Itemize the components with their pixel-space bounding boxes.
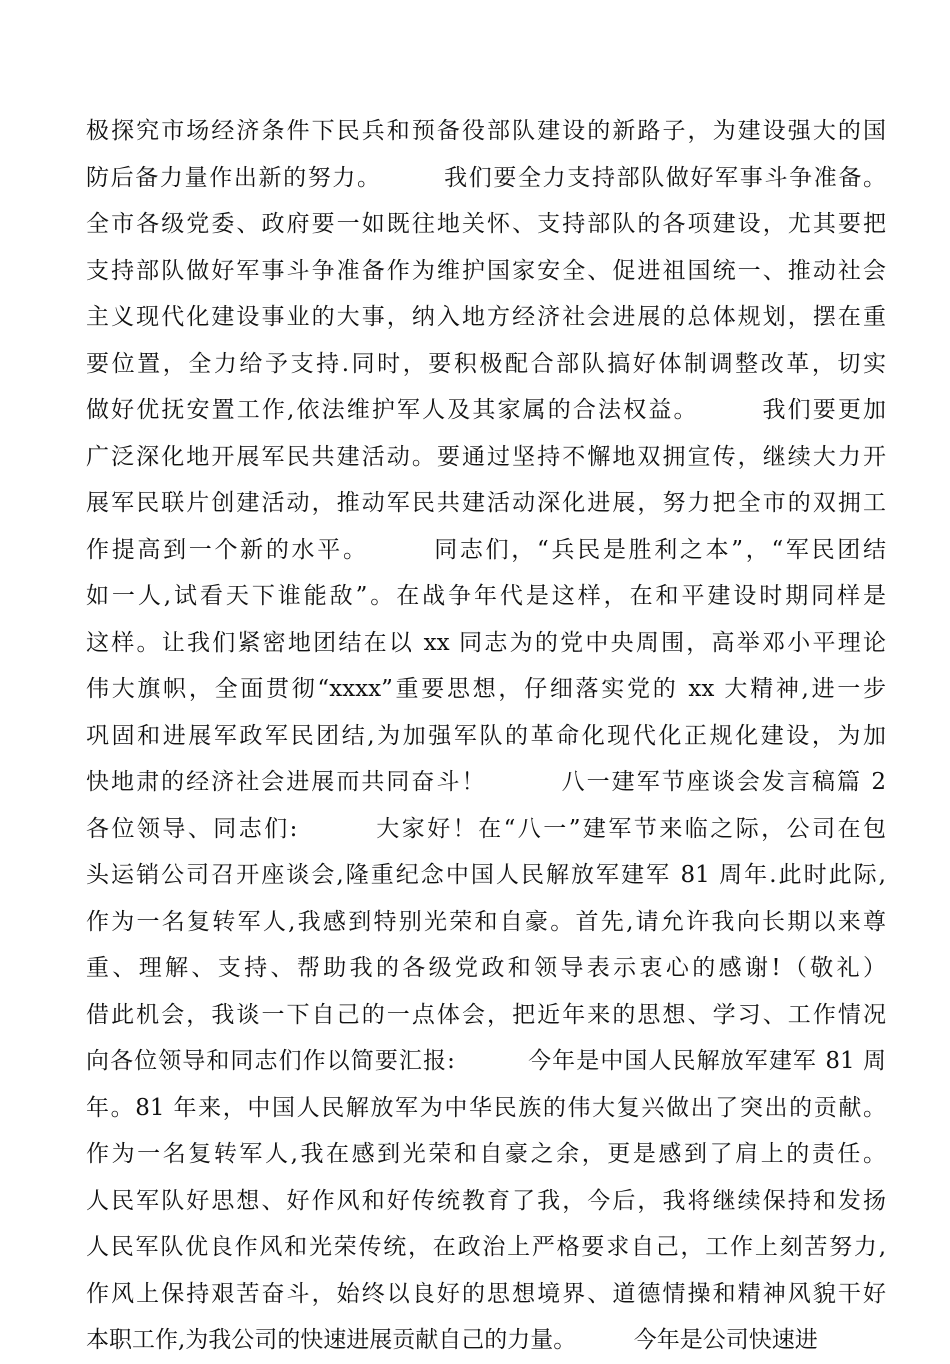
body-text — [86, 108, 886, 1364]
text-line: 头运销公司召开座谈会,隆重纪念中国人民解放军建军 81 周年.此时此际, — [86, 862, 886, 888]
text-line: 如一人,试看天下谁能敌”。在战争年代是这样，在和平建设时期同样是 — [86, 583, 886, 609]
text-line: 人民军队好思想、好作风和好传统教育了我，今后，我将继续保持和发扬 — [86, 1187, 886, 1214]
text-line: 作风上保持艰苦奋斗，始终以良好的思想境界、道德情操和精神风貌干好 — [86, 1280, 886, 1307]
text-line: 向各位领导和同志们作以简要汇报: 今年是中国人民解放军建军 81 周 — [86, 1048, 886, 1074]
text-line: 要位置，全力给予支持.同时，要积极配合部队搞好体制调整改革，切实 — [86, 350, 886, 377]
text-line: 作为一名复转军人,我感到特别光荣和自豪。首先,请允许我向长期以来尊 — [86, 908, 886, 935]
text-line: 快地肃的经济社会进展而共同奋斗！ 八一建军节座谈会发言稿篇 2 — [86, 769, 886, 795]
text-line: 广泛深化地开展军民共建活动。要通过坚持不懈地双拥宣传，继续大力开 — [86, 443, 886, 470]
text-line: 这样。让我们紧密地团结在以 xx 同志为的党中央周围，高举邓小平理论 — [86, 629, 886, 656]
text-line: 重、理解、支持、帮助我的各级党政和领导表示衷心的感谢!（敬礼） — [86, 955, 886, 981]
text-line: 巩固和进展军政军民团结,为加强军队的革命化现代化正规化建设，为加 — [86, 722, 886, 749]
text-line: 极探究市场经济条件下民兵和预备役部队建设的新路子，为建设强大的国 — [86, 118, 886, 144]
text-line: 伟大旗帜，全面贯彻“xxxx”重要思想，仔细落实党的 xx 大精神,进一步 — [86, 676, 886, 702]
text-line: 全市各级党委、政府要一如既往地关怀、支持部队的各项建设，尤其要把 — [86, 211, 886, 237]
text-line: 本职工作,为我公司的快速进展贡献自己的力量。 今年是公司快速进 — [86, 1327, 818, 1353]
text-line: 借此机会，我谈一下自己的一点体会，把近年来的思想、学习、工作情况 — [86, 1001, 886, 1028]
text-line: 展军民联片创建活动，推动军民共建活动深化进展，努力把全市的双拥工 — [86, 490, 886, 516]
text-line: 各位领导、同志们: 大家好！在“八一”建军节来临之际，公司在包 — [86, 815, 886, 842]
text-line: 做好优抚安置工作,依法维护军人及其家属的合法权益。 我们要更加 — [86, 397, 886, 423]
text-line: 支持部队做好军事斗争准备作为维护国家安全、促进祖国统一、推动社会 — [86, 257, 886, 284]
text-line: 年。81 年来，中国人民解放军为中华民族的伟大复兴做出了突出的贡献。 — [86, 1094, 886, 1121]
text-line: 作提高到一个新的水平。 同志们，“兵民是胜利之本”，“军民团结 — [86, 536, 886, 563]
text-line: 人民军队优良作风和光荣传统，在政治上严格要求自己，工作上刻苦努力, — [86, 1234, 886, 1260]
text-line: 主义现代化建设事业的大事，纳入地方经济社会进展的总体规划，摆在重 — [86, 304, 886, 330]
text-line: 防后备力量作出新的努力。 我们要全力支持部队做好军事斗争准备。 — [86, 164, 886, 191]
text-line: 作为一名复转军人,我在感到光荣和自豪之余，更是感到了肩上的责任。 — [86, 1141, 886, 1167]
